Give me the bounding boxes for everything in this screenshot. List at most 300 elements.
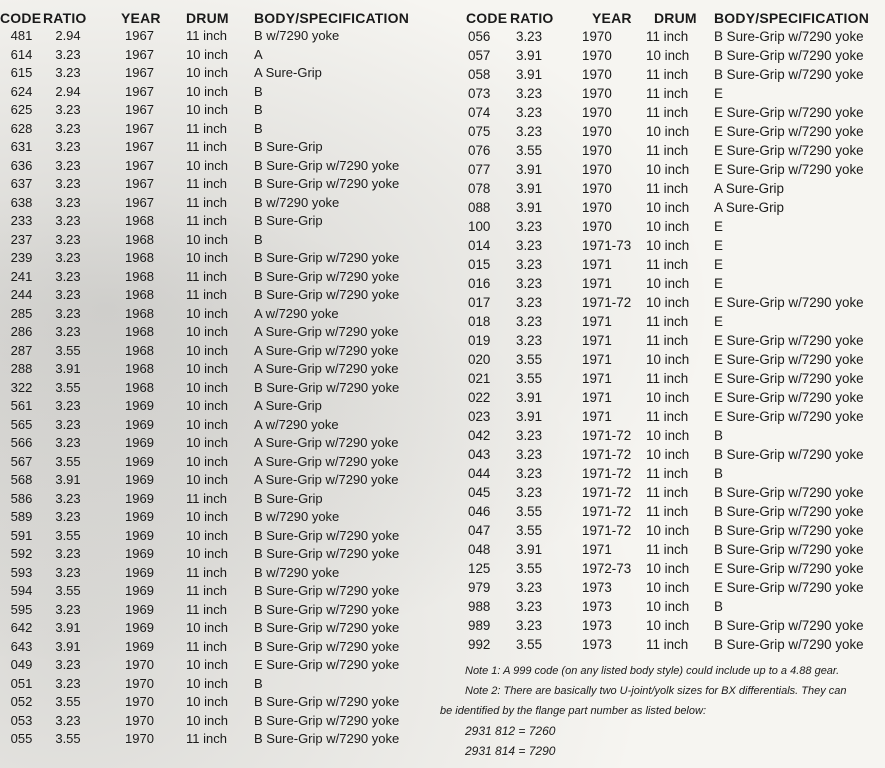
cell-year: 1967 (125, 28, 154, 43)
cell-year: 1967 (125, 120, 154, 136)
table-row (0, 675, 428, 694)
cell-drum: 11 inch (186, 194, 227, 210)
cell-body: B Sure-Grip w/7290 yoke (714, 447, 864, 462)
cell-code: 023 (468, 409, 491, 424)
cell-body: E Sure-Grip w/7290 yoke (714, 561, 864, 576)
table-row (466, 312, 885, 331)
cell-ratio: 3.91 (516, 200, 543, 215)
cell-body: B Sure-Grip w/7290 yoke (254, 546, 400, 561)
cell-code: 076 (468, 143, 491, 158)
cell-year: 1971-72 (582, 295, 632, 310)
cell-ratio: 3.91 (55, 472, 81, 487)
cell-code: 021 (468, 371, 491, 386)
cell-body: E (714, 276, 723, 291)
cell-year: 1969 (125, 490, 154, 506)
cell-ratio: 3.23 (55, 231, 81, 247)
cell-ratio: 3.23 (516, 257, 543, 272)
cell-ratio: 3.55 (55, 453, 81, 469)
table-row (0, 101, 428, 120)
cell-code: 642 (10, 620, 33, 635)
cell-drum: 11 inch (646, 257, 689, 272)
cell-ratio: 3.23 (55, 157, 81, 173)
cell-body: E (714, 238, 723, 253)
table-row (466, 27, 885, 46)
table-row (0, 305, 428, 324)
table-row (466, 179, 885, 198)
cell-code: 595 (10, 601, 33, 617)
cell-code: 077 (468, 162, 491, 177)
table-row (466, 84, 885, 103)
cell-ratio: 3.23 (55, 250, 81, 265)
cell-year: 1971 (582, 352, 612, 367)
cell-year: 1972-73 (582, 561, 632, 576)
cell-ratio: 3.91 (516, 409, 543, 424)
table-row (0, 508, 428, 527)
table-row (466, 388, 885, 407)
cell-drum: 11 inch (186, 583, 227, 598)
table-row (0, 342, 428, 361)
cell-ratio: 3.23 (516, 29, 543, 44)
cell-body: E Sure-Grip w/7290 yoke (714, 143, 864, 158)
cell-code: 233 (10, 213, 33, 228)
cell-year: 1971-72 (582, 485, 632, 500)
cell-drum: 10 inch (646, 561, 690, 576)
cell-body: B Sure-Grip w/7290 yoke (714, 48, 864, 63)
flange-part-7290: 2931 814 = 7290 (465, 744, 556, 758)
cell-code: 043 (468, 447, 491, 462)
cell-code: 125 (468, 561, 491, 576)
note-2: Note 2: There are basically two U-joint/yolk sizes for BX differentials. They can (465, 685, 847, 697)
table-row (0, 527, 428, 546)
cell-year: 1971-73 (582, 238, 632, 253)
cell-ratio: 3.23 (55, 268, 81, 284)
cell-drum: 10 inch (186, 453, 228, 469)
cell-drum: 10 inch (186, 305, 228, 321)
cell-ratio: 3.91 (516, 48, 543, 63)
cell-code: 015 (468, 257, 491, 272)
cell-code: 593 (10, 564, 33, 580)
cell-year: 1968 (125, 342, 154, 358)
cell-drum: 11 inch (646, 542, 689, 557)
cell-body: B Sure-Grip (254, 139, 323, 154)
cell-drum: 10 inch (186, 472, 228, 487)
cell-year: 1973 (582, 637, 612, 652)
table-row (0, 471, 428, 490)
table-row (466, 274, 885, 293)
cell-year: 1970 (125, 731, 154, 746)
cell-ratio: 3.91 (55, 638, 81, 654)
cell-code: 074 (468, 105, 491, 120)
cell-drum: 10 inch (646, 162, 690, 177)
cell-drum: 10 inch (186, 250, 228, 265)
table-row (0, 619, 428, 638)
cell-code: 053 (10, 712, 33, 728)
cell-year: 1970 (582, 124, 612, 139)
cell-ratio: 3.23 (516, 599, 543, 614)
cell-body: B Sure-Grip w/7290 yoke (254, 638, 400, 654)
cell-year: 1967 (125, 65, 154, 80)
table-row (0, 212, 428, 231)
cell-drum: 11 inch (646, 466, 689, 481)
table-row (466, 350, 885, 369)
cell-code: 567 (10, 453, 33, 469)
cell-ratio: 3.23 (55, 601, 81, 617)
cell-year: 1969 (125, 638, 154, 654)
cell-year: 1971-72 (582, 428, 632, 443)
cell-ratio: 3.23 (516, 618, 543, 633)
cell-body: E Sure-Grip w/7290 yoke (714, 390, 864, 405)
cell-ratio: 3.23 (55, 139, 81, 154)
cell-code: 049 (10, 657, 33, 672)
cell-year: 1971-72 (582, 523, 632, 538)
cell-body: B Sure-Grip w/7290 yoke (254, 250, 400, 265)
cell-body: A w/7290 yoke (254, 305, 339, 321)
cell-year: 1970 (125, 712, 154, 728)
table-row (466, 559, 885, 578)
cell-ratio: 3.23 (55, 675, 81, 691)
cell-body: A w/7290 yoke (254, 416, 339, 432)
cell-year: 1969 (125, 620, 154, 635)
header-ratio: RATIO (43, 9, 87, 26)
table-row (0, 64, 428, 83)
cell-year: 1970 (582, 86, 612, 101)
cell-code: 016 (468, 276, 491, 291)
header-body: BODY/SPECIFICATION (714, 9, 870, 26)
table-row (0, 157, 428, 176)
table-row (466, 407, 885, 426)
cell-body: B (714, 428, 723, 443)
cell-code: 615 (10, 65, 33, 80)
cell-year: 1970 (582, 181, 612, 196)
cell-body: E Sure-Grip w/7290 yoke (714, 371, 864, 386)
header-body: BODY/SPECIFICATION (254, 9, 410, 26)
cell-code: 078 (468, 181, 491, 196)
cell-ratio: 3.91 (516, 162, 543, 177)
cell-drum: 10 inch (186, 657, 228, 672)
cell-code: 046 (468, 504, 491, 519)
cell-code: 075 (468, 124, 491, 139)
cell-drum: 10 inch (646, 276, 690, 291)
cell-ratio: 3.23 (55, 490, 81, 506)
cell-body: B Sure-Grip w/7290 yoke (714, 523, 864, 538)
cell-ratio: 3.23 (516, 238, 543, 253)
cell-ratio: 3.55 (55, 342, 81, 358)
table-row (0, 416, 428, 435)
cell-year: 1970 (582, 105, 612, 120)
table-row (0, 564, 428, 583)
cell-year: 1967 (125, 139, 154, 154)
notes-section (440, 661, 883, 761)
cell-code: 042 (468, 428, 491, 443)
cell-body: A Sure-Grip w/7290 yoke (254, 453, 399, 469)
cell-code: 589 (10, 509, 33, 524)
cell-year: 1971-72 (582, 466, 632, 481)
cell-code: 055 (10, 731, 33, 746)
cell-body: B Sure-Grip (254, 213, 323, 228)
cell-code: 614 (10, 46, 33, 62)
table-row (466, 65, 885, 84)
cell-body: B (254, 83, 263, 99)
cell-body: B w/7290 yoke (254, 28, 340, 43)
table-row (0, 286, 428, 305)
cell-drum: 11 inch (646, 409, 689, 424)
table-row (466, 236, 885, 255)
cell-year: 1967 (125, 157, 154, 173)
axle-code-table-right (466, 8, 885, 654)
cell-ratio: 3.55 (516, 352, 543, 367)
table-row (0, 397, 428, 416)
cell-year: 1967 (125, 102, 154, 117)
cell-year: 1967 (125, 83, 154, 99)
table-row (0, 231, 428, 250)
cell-drum: 11 inch (186, 601, 227, 617)
cell-drum: 10 inch (646, 618, 690, 633)
cell-body: A Sure-Grip w/7290 yoke (254, 472, 399, 487)
flange-part-7260: 2931 812 = 7260 (465, 724, 556, 738)
table-row (466, 540, 885, 559)
cell-drum: 10 inch (646, 238, 690, 253)
cell-year: 1969 (125, 453, 154, 469)
cell-ratio: 3.23 (55, 194, 81, 210)
cell-body: E Sure-Grip w/7290 yoke (714, 124, 864, 139)
cell-drum: 10 inch (186, 675, 228, 691)
cell-body: A Sure-Grip w/7290 yoke (254, 361, 399, 376)
cell-body: B (714, 599, 723, 614)
cell-drum: 11 inch (646, 371, 689, 386)
table-row (0, 601, 428, 620)
cell-drum: 10 inch (186, 435, 228, 450)
cell-body: B Sure-Grip w/7290 yoke (254, 583, 400, 598)
cell-year: 1970 (125, 657, 154, 672)
cell-drum: 10 inch (646, 599, 690, 614)
cell-code: 624 (10, 83, 33, 99)
cell-ratio: 3.23 (55, 324, 81, 339)
cell-drum: 10 inch (186, 102, 228, 117)
cell-year: 1971 (582, 390, 612, 405)
cell-ratio: 2.94 (55, 83, 81, 99)
cell-ratio: 3.23 (55, 416, 81, 432)
header-ratio: RATIO (510, 9, 554, 26)
cell-code: 020 (468, 352, 491, 367)
cell-year: 1969 (125, 564, 154, 580)
cell-drum: 10 inch (186, 509, 228, 524)
cell-code: 591 (10, 527, 33, 543)
left-table-column (0, 8, 428, 749)
cell-body: B Sure-Grip (254, 490, 323, 506)
cell-drum: 11 inch (186, 213, 227, 228)
cell-code: 237 (10, 231, 33, 247)
cell-ratio: 3.91 (55, 620, 81, 635)
cell-body: B Sure-Grip w/7290 yoke (714, 29, 864, 44)
table-row (0, 46, 428, 65)
cell-drum: 11 inch (646, 143, 689, 158)
cell-drum: 10 inch (646, 523, 690, 538)
cell-year: 1967 (125, 46, 154, 62)
cell-code: 322 (10, 379, 33, 395)
cell-code: 992 (468, 637, 491, 652)
cell-ratio: 3.23 (516, 485, 543, 500)
header-code: CODE (0, 9, 42, 26)
table-row (466, 198, 885, 217)
cell-code: 073 (468, 86, 491, 101)
cell-drum: 10 inch (186, 527, 228, 543)
cell-code: 989 (468, 618, 491, 633)
cell-year: 1967 (125, 194, 154, 210)
cell-body: E (714, 257, 723, 272)
table-row (466, 521, 885, 540)
cell-drum: 11 inch (186, 139, 227, 154)
cell-body: B Sure-Grip w/7290 yoke (714, 637, 864, 652)
cell-code: 631 (10, 139, 33, 154)
cell-year: 1970 (582, 162, 612, 177)
cell-body: A Sure-Grip (714, 181, 784, 196)
table-row (0, 582, 428, 601)
cell-year: 1971 (582, 276, 612, 291)
table-row (0, 434, 428, 453)
cell-code: 057 (468, 48, 491, 63)
cell-year: 1971 (582, 409, 612, 424)
cell-drum: 10 inch (186, 46, 228, 62)
table-row (0, 83, 428, 102)
cell-body: B w/7290 yoke (254, 509, 340, 524)
cell-drum: 10 inch (646, 428, 690, 443)
cell-ratio: 3.55 (516, 561, 543, 576)
header-drum: DRUM (654, 9, 697, 26)
table-row (0, 194, 428, 213)
cell-body: B Sure-Grip w/7290 yoke (254, 527, 400, 543)
table-row (0, 175, 428, 194)
cell-body: E Sure-Grip w/7290 yoke (714, 409, 864, 424)
table-row (0, 360, 428, 379)
cell-year: 1968 (125, 361, 154, 376)
note-2-continued: be identified by the flange part number as listed below: (440, 705, 706, 717)
cell-code: 239 (10, 250, 33, 265)
cell-ratio: 3.23 (55, 102, 81, 117)
cell-drum: 11 inch (646, 504, 689, 519)
right-table-body (466, 27, 885, 654)
cell-drum: 10 inch (186, 342, 228, 358)
cell-ratio: 3.55 (55, 583, 81, 598)
cell-year: 1970 (125, 694, 154, 709)
cell-ratio: 3.23 (516, 580, 543, 595)
cell-ratio: 3.23 (516, 276, 543, 291)
cell-body: A Sure-Grip (254, 398, 322, 413)
cell-body: E Sure-Grip w/7290 yoke (714, 333, 864, 348)
cell-code: 056 (468, 29, 491, 44)
cell-year: 1971 (582, 257, 612, 272)
cell-year: 1970 (582, 200, 612, 215)
table-row (466, 578, 885, 597)
cell-year: 1971 (582, 333, 612, 348)
cell-body: B Sure-Grip w/7290 yoke (254, 731, 400, 746)
cell-body: E (714, 314, 723, 329)
table-row (466, 635, 885, 654)
cell-year: 1969 (125, 527, 154, 543)
cell-drum: 11 inch (186, 120, 227, 136)
cell-ratio: 3.91 (516, 390, 543, 405)
cell-code: 625 (10, 102, 33, 117)
note-1: Note 1: A 999 code (on any listed body style) could include up to a 4.88 gear. (465, 665, 840, 677)
cell-year: 1969 (125, 583, 154, 598)
cell-drum: 10 inch (646, 48, 690, 63)
cell-ratio: 3.91 (55, 361, 81, 376)
cell-ratio: 3.91 (516, 67, 543, 82)
cell-drum: 11 inch (646, 333, 689, 348)
cell-drum: 11 inch (186, 268, 227, 284)
cell-code: 592 (10, 546, 33, 561)
cell-year: 1968 (125, 324, 154, 339)
cell-drum: 10 inch (186, 546, 228, 561)
cell-code: 286 (10, 324, 33, 339)
cell-drum: 11 inch (186, 490, 227, 506)
table-row (0, 693, 428, 712)
cell-drum: 10 inch (646, 295, 690, 310)
cell-ratio: 3.55 (55, 527, 81, 543)
table-header-row (0, 8, 428, 27)
cell-code: 636 (10, 157, 33, 173)
table-row (0, 453, 428, 472)
cell-code: 285 (10, 305, 33, 321)
cell-body: B Sure-Grip w/7290 yoke (254, 176, 400, 191)
cell-ratio: 3.23 (516, 219, 543, 234)
table-row (466, 331, 885, 350)
table-row (0, 120, 428, 139)
cell-code: 022 (468, 390, 491, 405)
table-row (0, 138, 428, 157)
cell-ratio: 3.23 (55, 546, 81, 561)
header-drum: DRUM (186, 9, 229, 26)
header-code: CODE (466, 9, 508, 26)
cell-year: 1967 (125, 176, 154, 191)
cell-code: 047 (468, 523, 491, 538)
cell-code: 988 (468, 599, 491, 614)
cell-ratio: 3.91 (516, 542, 543, 557)
cell-year: 1969 (125, 509, 154, 524)
cell-year: 1971-72 (582, 447, 632, 462)
table-row (0, 249, 428, 268)
cell-body: B Sure-Grip w/7290 yoke (714, 542, 864, 557)
cell-body: B Sure-Grip w/7290 yoke (254, 287, 400, 302)
cell-body: E Sure-Grip w/7290 yoke (714, 162, 864, 177)
cell-drum: 10 inch (646, 200, 690, 215)
cell-code: 241 (10, 268, 33, 284)
cell-code: 643 (10, 638, 33, 654)
cell-body: E Sure-Grip w/7290 yoke (254, 657, 400, 672)
cell-code: 594 (10, 583, 33, 598)
cell-body: B (254, 120, 263, 136)
table-row (0, 379, 428, 398)
table-row (466, 160, 885, 179)
table-row (466, 46, 885, 65)
table-row (466, 616, 885, 635)
cell-code: 014 (468, 238, 491, 253)
table-header-row (466, 8, 885, 27)
cell-body: E Sure-Grip w/7290 yoke (714, 352, 864, 367)
cell-ratio: 3.23 (516, 333, 543, 348)
cell-ratio: 3.23 (55, 398, 81, 413)
cell-drum: 11 inch (646, 314, 689, 329)
cell-body: B Sure-Grip w/7290 yoke (254, 157, 400, 173)
cell-code: 044 (468, 466, 491, 481)
cell-code: 638 (10, 194, 33, 210)
cell-drum: 10 inch (186, 65, 228, 80)
cell-ratio: 3.23 (55, 435, 81, 450)
table-row (0, 545, 428, 564)
cell-body: B w/7290 yoke (254, 564, 340, 580)
cell-ratio: 3.55 (55, 694, 81, 709)
cell-ratio: 3.23 (516, 428, 543, 443)
cell-year: 1968 (125, 305, 154, 321)
